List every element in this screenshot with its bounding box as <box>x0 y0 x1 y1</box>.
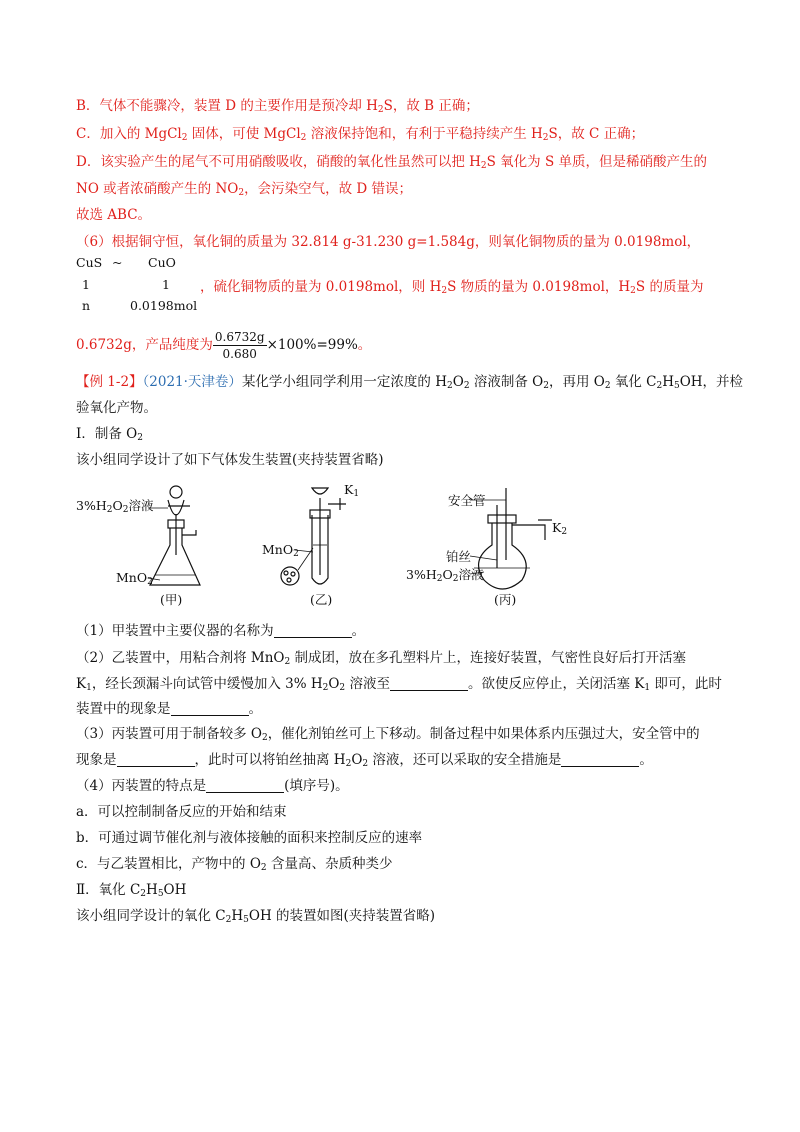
yi-solid-label: MnO$_2$ <box>262 542 299 559</box>
answer-blank[interactable] <box>561 752 639 767</box>
solution-d-line1: D．该实验产生的尾气不可用硝酸吸收，硝酸的氧化性虽然可以把 $H_2S$ 氧化为 S 单质，但是稀硝酸产生的 <box>76 154 707 171</box>
yi-caption: (乙) <box>310 592 333 607</box>
solution-d-line2: NO 或者浓硝酸产生的 $NO_2$，会污染空气，故 D 错误； <box>76 181 412 198</box>
bing-reagent-label: $3\%H_2O_2$溶液 <box>406 567 484 584</box>
relation-cuo: CuO <box>148 255 176 270</box>
solution-conclusion: 故选 ABC。 <box>76 207 152 223</box>
bing-safety-tube-label: 安全管 <box>448 493 486 508</box>
apparatus-jia <box>148 486 200 585</box>
part2-description: 该小组同学设计的氧化 $C_2H_5OH$ 的装置如图(夹持装置省略) <box>76 908 436 925</box>
jia-solid-label: MnO$_2$ <box>116 570 153 587</box>
answer-blank[interactable] <box>171 701 249 716</box>
question-3-line1: （3）丙装置可用于制备较多 $O_2$，催化剂铂丝可上下移动。制备过程中如果体系内压强过大，安全管中的 <box>76 726 700 743</box>
question-4: （4）丙装置的特点是 (填序号)。 <box>76 778 349 794</box>
part1-heading: Ⅰ．制备 $O_2$ <box>76 426 143 443</box>
question-2-line1: （2）乙装置中，用粘合剂将 MnO$_2$ 制成团，放在多孔塑料片上，连接好装置，气密性良好后打开活塞 <box>76 650 686 667</box>
solution-purity: 0.6732g，产品纯度为 $\frac{0.6732g}{0.680}$ ×100%=99%。 <box>76 330 372 361</box>
bing-valve-label: $K_2$ <box>552 520 568 537</box>
solution-c: C．加入的 MgCl$_2$ 固体，可使 MgCl$_2$ 溶液保持饱和，有利于平稳持续产生 $H_2S$，故 C 正确； <box>76 126 645 143</box>
example-title-line1: 【例 1-2】（2021·天津卷）某化学小组同学利用一定浓度的 $H_2O_2$ 溶液制备 $O_2$，再用 $O_2$ 氧化 $C_2H_5OH$，并检 <box>76 374 744 391</box>
part2-heading: Ⅱ．氧化 $C_2H_5OH$ <box>76 882 187 899</box>
yi-valve-label: $K_1$ <box>344 482 360 499</box>
jia-reagent-label: $3\%H_2O_2$溶液 <box>76 498 154 515</box>
part1-description: 该小组同学设计了如下气体发生装置(夹持装置省略) <box>76 452 384 468</box>
bing-caption: (丙) <box>494 592 517 607</box>
apparatus-yi <box>281 488 346 585</box>
answer-blank[interactable] <box>206 778 284 793</box>
relation-one-a: 1 <box>82 277 90 292</box>
relation-cus: CuS <box>76 255 103 270</box>
question-1: （1）甲装置中主要仪器的名称为 。 <box>76 623 366 639</box>
purity-fraction: $\frac{0.6732g}{0.680}$ <box>214 330 265 361</box>
option-a: a．可以控制制备反应的开始和结束 <box>76 804 287 820</box>
question-2-line2: $K_1$，经长颈漏斗向试管中缓慢加入 3% $H_2O_2$ 溶液至 。欲使反应停止，关闭活塞 $K_1$ 即可，此时 <box>76 676 722 693</box>
bing-wire-label: 铂丝 <box>446 549 472 564</box>
option-c: c．与乙装置相比，产物中的 $O_2$ 含量高、杂质种类少 <box>76 856 393 873</box>
solution-step6: （6）根据铜守恒，氧化铜的质量为 32.814 g-31.230 g=1.584g，则氧化铜物质的量为 0.0198mol， <box>76 234 701 250</box>
jia-caption: (甲) <box>160 592 183 607</box>
relation-mol: 0.0198mol <box>130 298 198 313</box>
solution-cus: ，硫化铜物质的量为 0.0198mol，则 $H_2S$ 物质的量为 0.0198mol，$H_2S$ 的质量为 <box>200 279 704 296</box>
answer-blank[interactable] <box>117 752 195 767</box>
relation-n: n <box>82 298 91 313</box>
question-2-line3: 装置中的现象是 。 <box>76 701 262 717</box>
relation-one-b: 1 <box>162 277 170 292</box>
answer-blank[interactable] <box>274 623 352 638</box>
solution-b: B．气体不能骤冷，装置 D 的主要作用是预冷却 $H_2S$，故 B 正确； <box>76 98 479 115</box>
option-b: b．可通过调节催化剂与液体接触的面积来控制反应的速率 <box>76 830 423 846</box>
question-3-line2: 现象是 ，此时可以将铂丝抽离 $H_2O_2$ 溶液，还可以采取的安全措施是 。 <box>76 752 653 769</box>
example-title-line2: 验氧化产物。 <box>76 400 157 416</box>
answer-blank[interactable] <box>390 676 468 691</box>
relation-tilde: ~ <box>112 255 123 270</box>
